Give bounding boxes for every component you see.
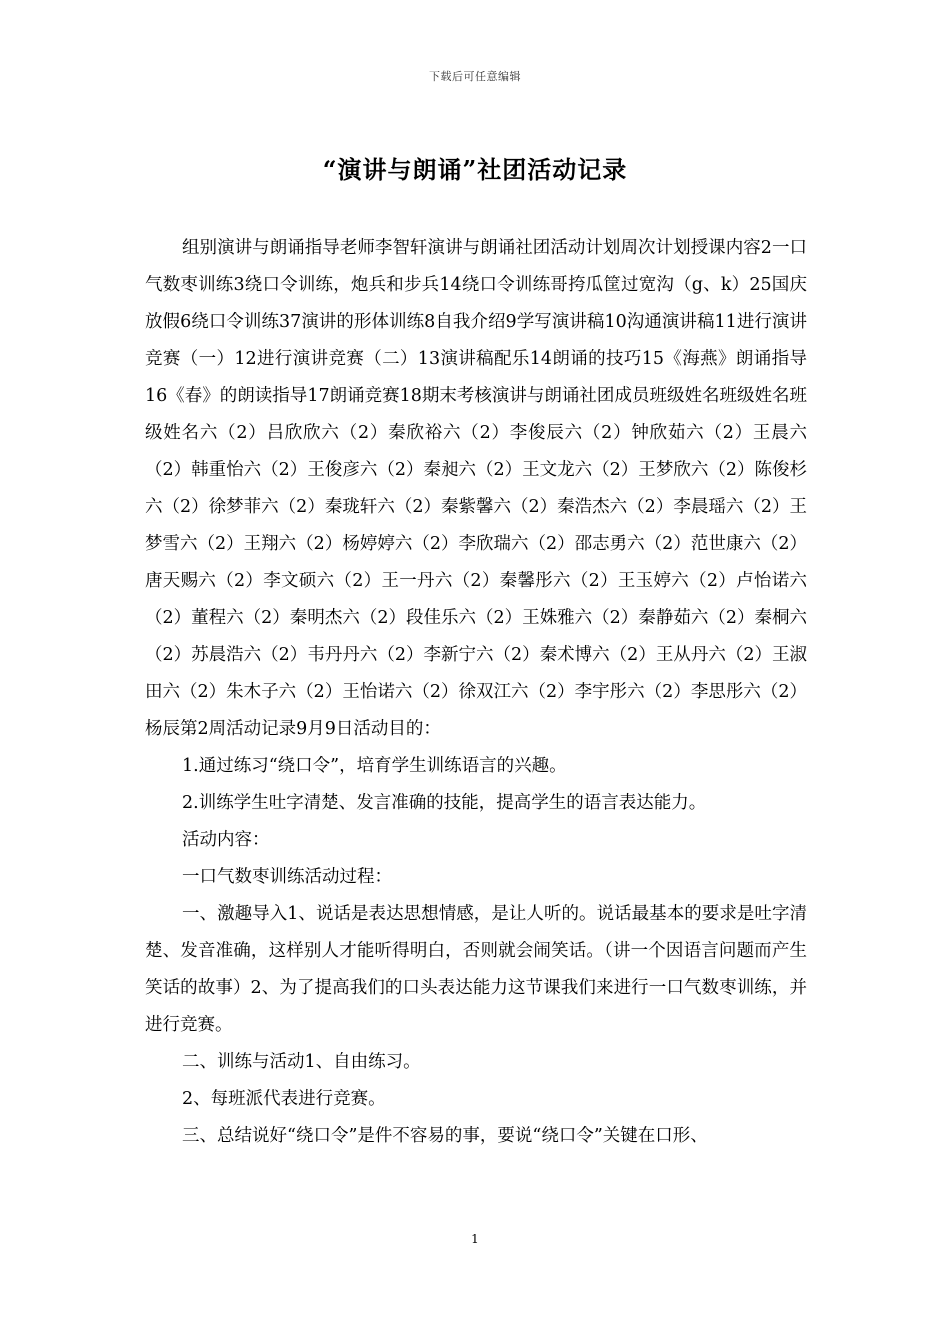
page-header-note: 下载后可任意编辑 — [429, 70, 521, 83]
page-number: 1 — [471, 1232, 479, 1246]
paragraph-step-2: 二、训练与活动1、自由练习。 — [182, 1052, 421, 1072]
paragraph-step-1: 一、激趣导入1、说话是表达思想情感，是让人听的。说话最基本的要求是吐字清楚、发音准确，这样别人才能听得明白，否则就会闹笑话。（讲一个因语言问题而产生笑话的故事）2、为了提高我们的口头表达能力这节课我们来进行一口气数枣训练，并进行竞赛。 — [145, 904, 807, 1035]
paragraph-goal-2: 2.训练学生吐字清楚、发言准确的技能，提高学生的语言表达能力。 — [182, 793, 707, 813]
paragraph-step-2-detail: 2、每班派代表进行竞赛。 — [182, 1089, 386, 1109]
paragraph-activity-content-label: 活动内容： — [182, 830, 270, 850]
paragraph-goal-1: 1.通过练习“绕口令”，培育学生训练语言的兴趣。 — [182, 756, 567, 776]
paragraph-plan-and-members: 组别演讲与朗诵指导老师李智轩演讲与朗诵社团活动计划周次计划授课内容2一口气数枣训练3绕口令训练，炮兵和步兵14绕口令训练哥挎瓜筐过宽沟（g、k）25国庆放假6绕口令训练37演讲的形体训练8自我介绍9学写演讲稿10沟通演讲稿11进行演讲竞赛（一）12进行演讲竞赛（二）13演讲稿配乐14朗诵的技巧15《海燕》朗诵指导16《春》的朗读指导17朗诵竞赛18期末考核演讲与朗诵社团成员班级姓名班级姓名班级姓名六（2）吕欣欣六（2）秦欣裕六（2）李俊辰六（2）钟欣茹六（2）王晨六（2）韩重怡六（2）王俊彦六（2）秦昶六（2）王文龙六（2）王梦欣六（2）陈俊杉六（2）徐梦菲六（2）秦珑轩六（2）秦紫馨六（2）秦浩杰六（2）李晨瑶六（2）王梦雪六（2）王翔六（2）杨婷婷六（2）李欣瑞六（2）邵志勇六（2）范世康六（2）唐天赐六（2）李文硕六（2）王一丹六（2）秦馨彤六（2）王玉婷六（2）卢怡诺六（2）董程六（2）秦明杰六（2）段佳乐六（2）王姝雅六（2）秦静茹六（2）秦桐六（2）苏晨浩六（2）韦丹丹六（2）李新宁六（2）秦术博六（2）王从丹六（2）王淑田六（2）朱木子六（2）王怡诺六（2）徐双江六（2）李宇彤六（2）李思彤六（2）杨辰第2周活动记录9月9日活动目的： — [145, 238, 807, 739]
paragraph-step-3: 三、总结说好“绕口令”是件不容易的事，要说“绕口令”关键在口形、 — [182, 1126, 708, 1146]
document-title: “演讲与朗诵”社团活动记录 — [322, 155, 628, 184]
document-body — [145, 230, 807, 1155]
paragraph-activity-process-label: 一口气数枣训练活动过程： — [182, 867, 392, 887]
